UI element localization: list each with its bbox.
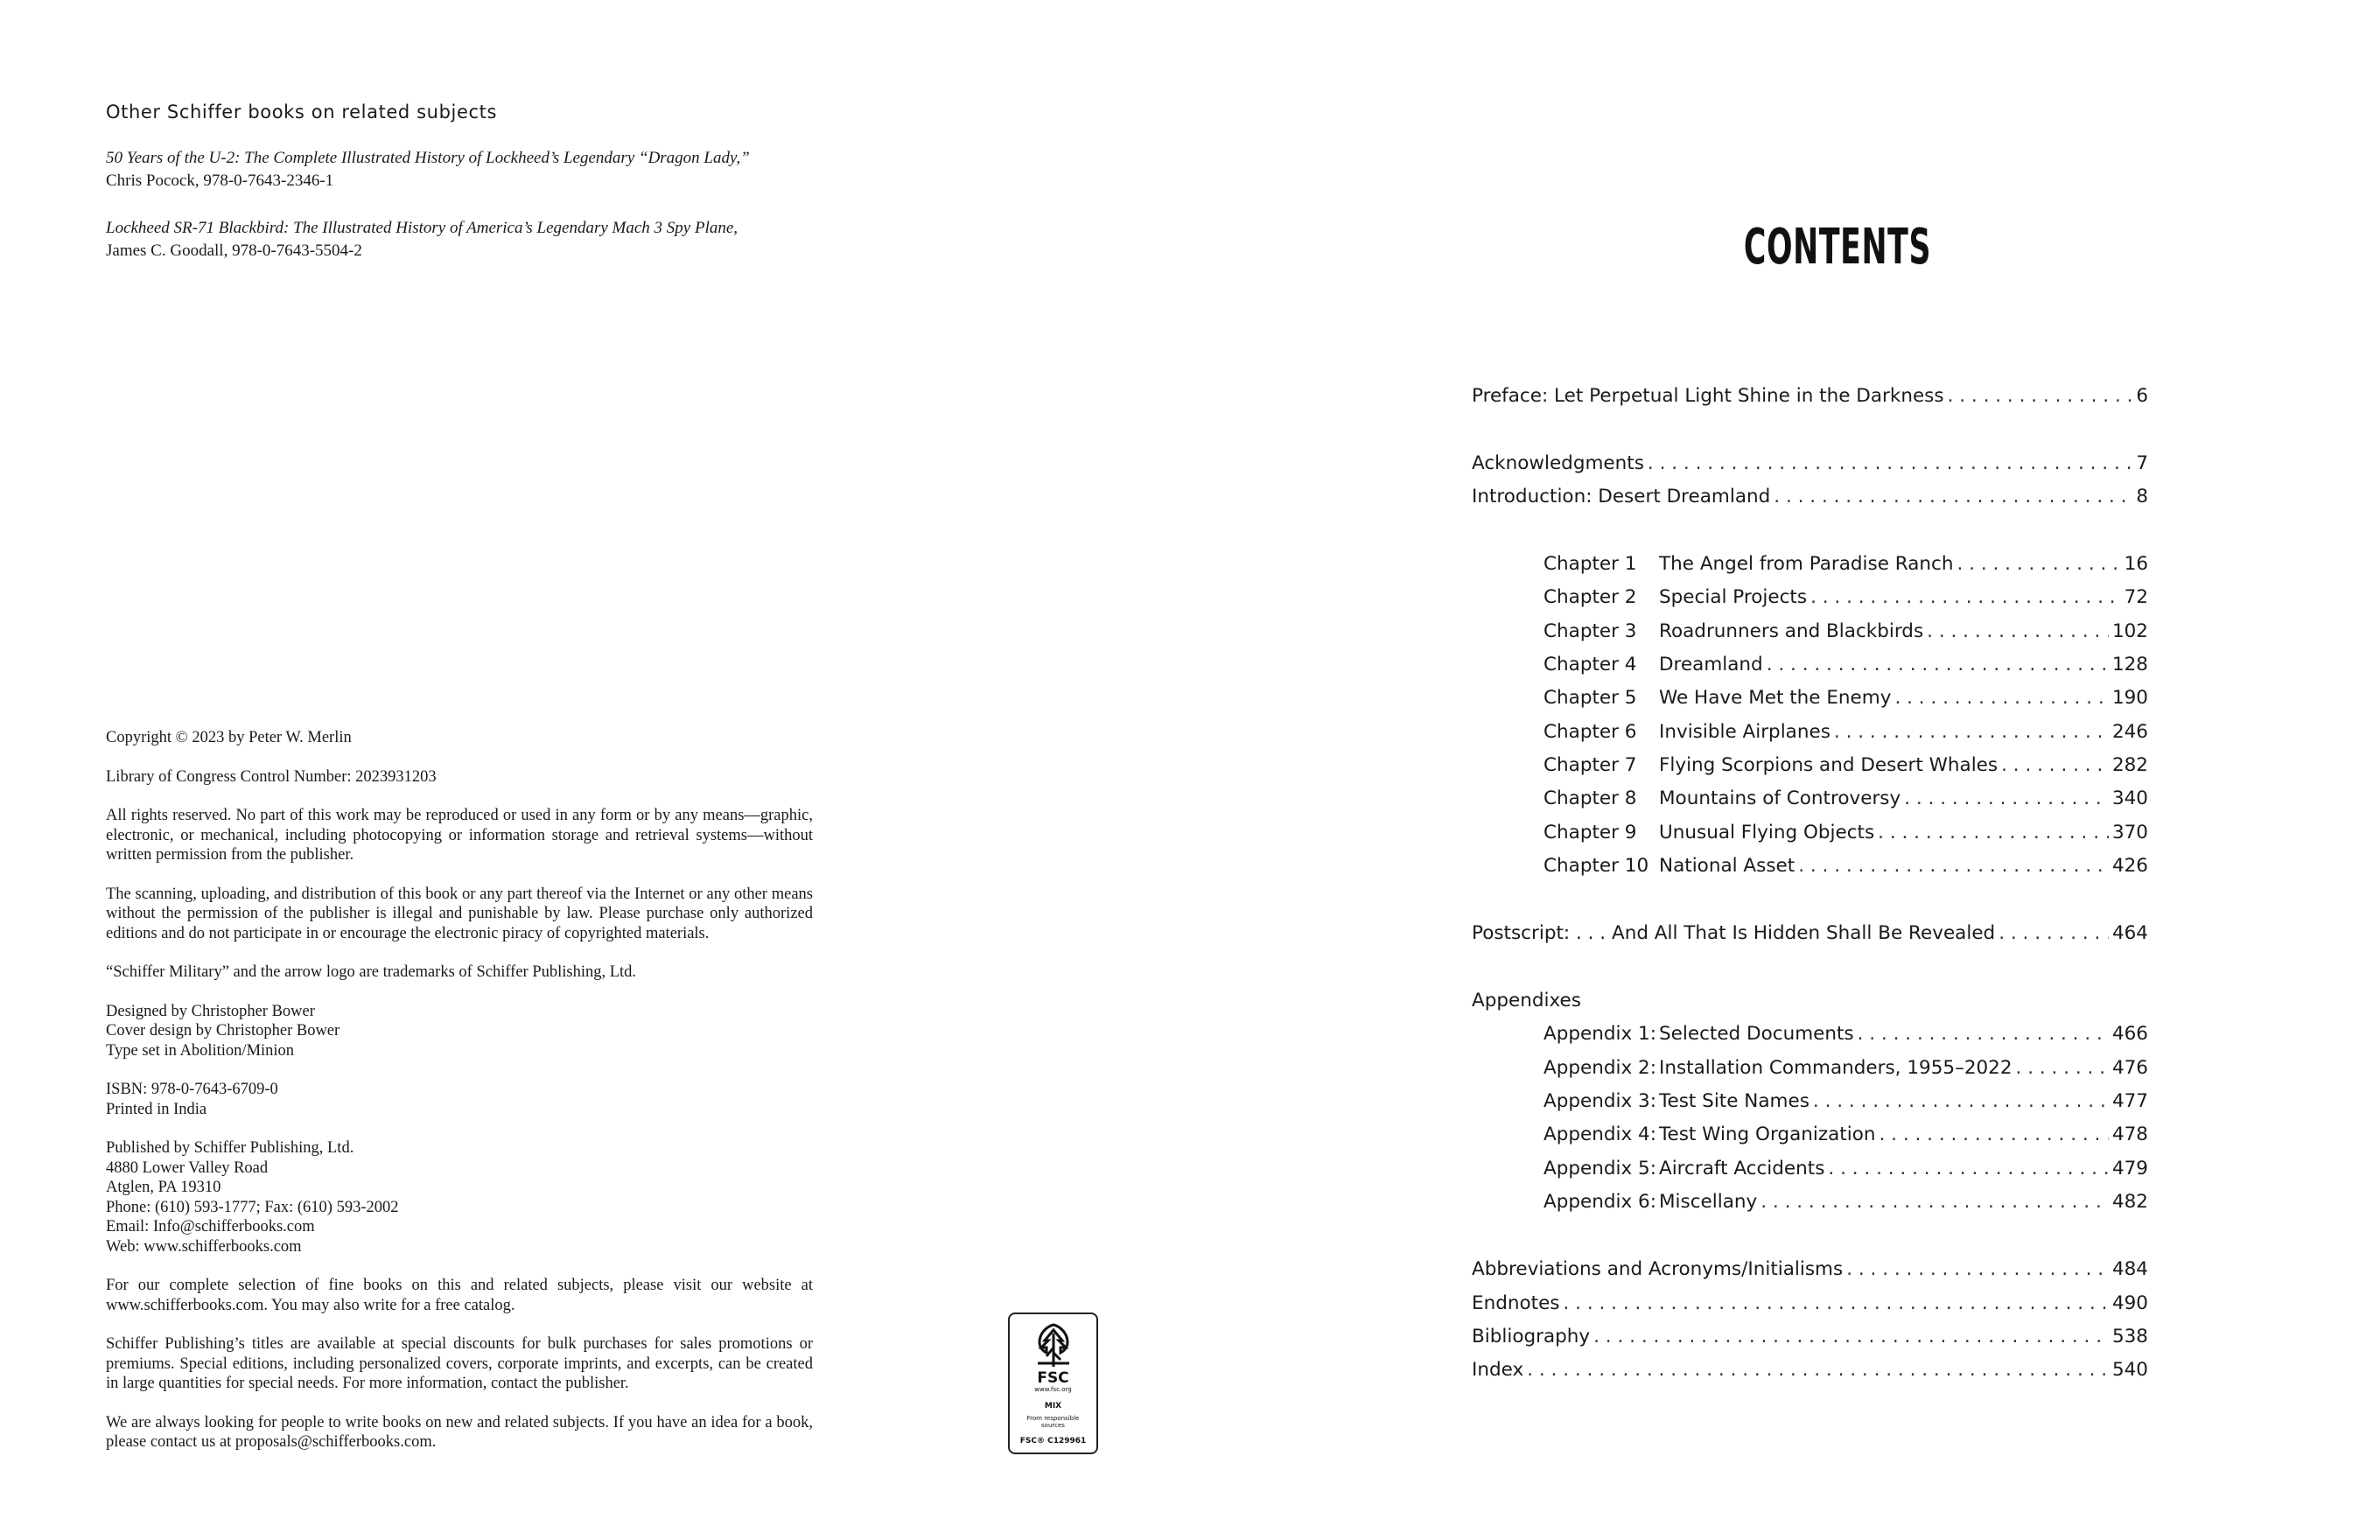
toc-entry-page: 477 xyxy=(2111,1090,2148,1112)
related-books-heading: Other Schiffer books on related subjects xyxy=(106,102,497,122)
copyright-line: Copyright © 2023 by Peter W. Merlin xyxy=(106,729,352,746)
toc-entry-page: 538 xyxy=(2111,1326,2148,1348)
toc-entry-chapter[interactable] xyxy=(1544,786,2148,812)
toc-entry-label: Invisible Airplanes xyxy=(1659,721,1830,743)
toc-dot-leader xyxy=(1878,820,2109,846)
related-book-item xyxy=(106,217,893,262)
toc-appendix-number: Appendix 1: xyxy=(1544,1023,1656,1045)
toc-entry-page: 72 xyxy=(2124,586,2148,608)
toc-dot-leader xyxy=(1648,451,2132,477)
contents-title: CONTENTS xyxy=(1743,219,1932,276)
related-book-title: Lockheed SR-71 Blackbird: The Illustrated History of America’s Legendary Mach 3 Spy Plane, xyxy=(106,219,738,237)
toc-dot-leader xyxy=(1593,1324,2109,1350)
fsc-sub-line-2: sources xyxy=(1041,1422,1065,1429)
toc-entry-page: 370 xyxy=(2111,822,2148,844)
toc-entry-postscript[interactable] xyxy=(1472,920,2148,947)
fsc-sub xyxy=(1027,1415,1080,1429)
fsc-brand: FSC xyxy=(1037,1369,1069,1387)
toc-entry-chapter[interactable] xyxy=(1544,752,2148,779)
toc-entry-page: 490 xyxy=(2111,1292,2148,1314)
copyright-block xyxy=(106,728,813,1472)
toc-entry-appendix[interactable] xyxy=(1544,1156,2148,1182)
toc-chapter-number: Chapter 5 xyxy=(1544,687,1637,709)
toc-entry-page: 16 xyxy=(2124,553,2148,575)
toc-entry-label: Special Projects xyxy=(1659,586,1808,608)
publisher-name: Published by Schiffer Publishing, Ltd. xyxy=(106,1139,354,1157)
rights-statement: All rights reserved. No part of this work may be reproduced or used in any form or by any means—graphic, electronic, or mechanical, including photocopying or information storage and retrieval systems—without written permission from the publisher. xyxy=(106,807,813,864)
toc-entry-label: Test Site Names xyxy=(1659,1090,1810,1112)
toc-entry-label: Postscript: . . . And All That Is Hidden Shall Be Revealed xyxy=(1472,922,1996,944)
related-book-author: James C. Goodall, 978-0-7643-5504-2 xyxy=(106,242,362,260)
toc-entry-label: Dreamland xyxy=(1659,654,1763,676)
toc-appendix-number: Appendix 4: xyxy=(1544,1124,1656,1145)
toc-dot-leader xyxy=(1880,1122,2109,1148)
right-page xyxy=(1190,0,2380,1540)
toc-chapter-number: Chapter 8 xyxy=(1544,788,1637,809)
toc-dot-leader xyxy=(1810,584,2121,611)
toc-entry-page: 466 xyxy=(2111,1023,2148,1045)
related-book-item xyxy=(106,147,893,192)
trademark-statement: “Schiffer Military” and the arrow logo are trademarks of Schiffer Publishing, Ltd. xyxy=(106,963,637,981)
toc-entry-appendix[interactable] xyxy=(1544,1021,2148,1047)
toc-dot-leader xyxy=(1798,853,2109,879)
designed-by: Designed by Christopher Bower xyxy=(106,1002,315,1020)
toc-appendixes-heading: Appendixes xyxy=(1472,990,1581,1012)
toc-entry-page: 484 xyxy=(2111,1258,2148,1280)
toc-entry-abbreviations[interactable] xyxy=(1472,1256,2148,1283)
toc-entry-label: Flying Scorpions and Desert Whales xyxy=(1659,754,1998,776)
toc-dot-leader xyxy=(1527,1357,2109,1383)
toc-dot-leader xyxy=(1774,484,2132,510)
fsc-code: FSC® C129961 xyxy=(1019,1437,1087,1446)
toc-entry-page: 282 xyxy=(2111,754,2148,776)
fsc-logo xyxy=(1008,1312,1098,1454)
toc-chapter-number: Chapter 10 xyxy=(1544,855,1649,877)
toc-dot-leader xyxy=(1564,1291,2109,1317)
toc-entry-page: 6 xyxy=(2136,385,2148,407)
fsc-url: www.fsc.org xyxy=(1034,1386,1072,1393)
toc-dot-leader xyxy=(1948,383,2133,410)
toc-dot-leader xyxy=(1927,619,2109,645)
toc-entry-chapter[interactable] xyxy=(1544,551,2148,578)
toc-dot-leader xyxy=(1834,719,2109,746)
toc-entry-label: We Have Met the Enemy xyxy=(1659,687,1892,709)
toc-entry-label: Miscellany xyxy=(1659,1191,1758,1213)
toc-entry-label: Preface: Let Perpetual Light Shine in the Darkness xyxy=(1472,385,1944,407)
toc-entry-page: 478 xyxy=(2111,1124,2148,1145)
related-books-list xyxy=(106,147,893,287)
toc-entry-page: 476 xyxy=(2111,1057,2148,1079)
loc-number: Library of Congress Control Number: 2023931203 xyxy=(106,767,437,786)
toc-entry-page: 190 xyxy=(2111,687,2148,709)
related-book-title: 50 Years of the U-2: The Complete Illustrated History of Lockheed’s Legendary “Dragon Lady,” xyxy=(106,149,750,167)
toc-entry-label: Test Wing Organization xyxy=(1659,1124,1876,1145)
type-set: Type set in Abolition/Minion xyxy=(106,1041,295,1060)
toc-entry-chapter[interactable] xyxy=(1544,652,2148,678)
toc-entry-page: 7 xyxy=(2136,452,2148,474)
toc-entry-page: 479 xyxy=(2111,1158,2148,1180)
toc-entry-label: Mountains of Controversy xyxy=(1659,788,1901,809)
printed-in: Printed in India xyxy=(106,1100,207,1118)
toc-entry-acknowledgments[interactable] xyxy=(1472,451,2148,477)
toc-entry-label: Abbreviations and Acronyms/Initialisms xyxy=(1472,1258,1844,1280)
toc-chapter-number: Chapter 7 xyxy=(1544,754,1637,776)
toc-entry-label: National Asset xyxy=(1659,855,1796,877)
toc-entry-page: 128 xyxy=(2111,654,2148,676)
toc-dot-leader xyxy=(1760,1189,2109,1215)
toc-dot-leader xyxy=(1894,685,2108,711)
toc-dot-leader xyxy=(1858,1021,2109,1047)
toc-entry-page: 426 xyxy=(2111,855,2148,877)
fsc-mix: MIX xyxy=(1044,1402,1062,1410)
toc-entry-bibliography[interactable] xyxy=(1472,1324,2148,1350)
publisher-block xyxy=(106,1138,813,1256)
publisher-email: Email: Info@schifferbooks.com xyxy=(106,1218,315,1236)
isbn: ISBN: 978-0-7643-6709-0 xyxy=(106,1081,278,1098)
toc-entry-label: Aircraft Accidents xyxy=(1659,1158,1825,1180)
toc-entry-appendix[interactable] xyxy=(1544,1088,2148,1115)
toc-entry-chapter[interactable] xyxy=(1544,584,2148,611)
toc-appendix-number: Appendix 3: xyxy=(1544,1090,1656,1112)
design-credits xyxy=(106,1002,813,1061)
toc-entry-label: Index xyxy=(1472,1359,1524,1381)
toc-entry-label: Installation Commanders, 1955–2022 xyxy=(1659,1057,2012,1079)
toc-entry-appendix[interactable] xyxy=(1544,1122,2148,1148)
toc-dot-leader xyxy=(1957,551,2121,578)
toc-entry-endnotes[interactable] xyxy=(1472,1291,2148,1317)
toc-entry-index[interactable] xyxy=(1472,1357,2148,1383)
toc-dot-leader xyxy=(1904,786,2109,812)
toc-dot-leader xyxy=(1767,652,2109,678)
isbn-block xyxy=(106,1080,813,1119)
toc-chapter-number: Chapter 9 xyxy=(1544,822,1637,844)
proposals-statement: We are always looking for people to write books on new and related subjects. If you have an idea for a book, please contact us at proposals@schifferbooks.com. xyxy=(106,1413,813,1451)
toc-entry-label: The Angel from Paradise Ranch xyxy=(1659,553,1954,575)
toc-appendix-number: Appendix 5: xyxy=(1544,1158,1656,1180)
toc-chapter-number: Chapter 2 xyxy=(1544,586,1637,608)
toc-entry-appendix[interactable] xyxy=(1544,1189,2148,1215)
discounts-statement: Schiffer Publishing’s titles are available at special discounts for bulk purchases for sales promotions or premiums. Special editions, including personalized covers, corporate imprints, and excerpts, can be created in large quantities for special needs. For more information, contact the publisher. xyxy=(106,1335,813,1392)
toc-entry-label: Introduction: Desert Dreamland xyxy=(1472,486,1771,508)
toc-entry-page: 540 xyxy=(2111,1359,2148,1381)
toc-dot-leader xyxy=(1998,920,2109,947)
toc-entry-chapter[interactable] xyxy=(1544,820,2148,846)
cover-design: Cover design by Christopher Bower xyxy=(106,1022,340,1040)
toc-entry-preface[interactable] xyxy=(1472,383,2148,410)
toc-chapter-number: Chapter 4 xyxy=(1544,654,1637,676)
toc-entry-page: 8 xyxy=(2136,486,2148,508)
toc-entry-label: Roadrunners and Blackbirds xyxy=(1659,620,1924,642)
toc-entry-label: Acknowledgments xyxy=(1472,452,1644,474)
toc-entry-label: Unusual Flying Objects xyxy=(1659,822,1875,844)
toc-entry-introduction[interactable] xyxy=(1472,484,2148,510)
toc-entry-chapter[interactable] xyxy=(1544,685,2148,711)
toc-entry-page: 482 xyxy=(2111,1191,2148,1213)
toc-entry-chapter[interactable] xyxy=(1544,853,2148,879)
publisher-phone: Phone: (610) 593-1777; Fax: (610) 593-2002 xyxy=(106,1198,399,1216)
publisher-web: Web: www.schifferbooks.com xyxy=(106,1237,302,1256)
toc-entry-page: 246 xyxy=(2111,721,2148,743)
selection-statement: For our complete selection of fine books on this and related subjects, please visit our website at www.schifferbooks.com. You may also write for a free catalog. xyxy=(106,1277,813,1314)
toc-entry-page: 340 xyxy=(2111,788,2148,809)
toc-appendix-number: Appendix 2: xyxy=(1544,1057,1656,1079)
toc-entry-chapter[interactable] xyxy=(1544,719,2148,746)
related-book-author: Chris Pocock, 978-0-7643-2346-1 xyxy=(106,172,334,190)
toc-entry-chapter[interactable] xyxy=(1544,619,2148,645)
publisher-address-2: Atglen, PA 19310 xyxy=(106,1179,221,1196)
toc-dot-leader xyxy=(2016,1055,2109,1082)
toc-chapter-number: Chapter 1 xyxy=(1544,553,1637,575)
fsc-tree-icon xyxy=(1027,1321,1080,1370)
toc-entry-appendix[interactable] xyxy=(1544,1055,2148,1082)
toc-entry-label: Endnotes xyxy=(1472,1292,1560,1314)
toc-entry-page: 102 xyxy=(2111,620,2148,642)
toc-dot-leader xyxy=(1813,1088,2109,1115)
toc-dot-leader xyxy=(1846,1256,2109,1283)
toc-appendix-number: Appendix 6: xyxy=(1544,1191,1656,1213)
publisher-address-1: 4880 Lower Valley Road xyxy=(106,1158,269,1177)
toc-entry-page: 464 xyxy=(2111,922,2148,944)
toc-dot-leader xyxy=(2001,752,2109,779)
toc-dot-leader xyxy=(1828,1156,2109,1182)
toc-entry-label: Selected Documents xyxy=(1659,1023,1854,1045)
toc-chapter-number: Chapter 6 xyxy=(1544,721,1637,743)
toc-chapter-number: Chapter 3 xyxy=(1544,620,1637,642)
scanning-statement: The scanning, uploading, and distribution of this book or any part thereof via the Internet or any other means without the permission of the publisher is illegal and punishable by law. Please purchase only authorized editions and do not participate in or encourage the electronic piracy of copyrighted materials. xyxy=(106,885,813,942)
toc-entry-label: Bibliography xyxy=(1472,1326,1591,1348)
fsc-sub-line-1: From responsible xyxy=(1026,1415,1080,1422)
